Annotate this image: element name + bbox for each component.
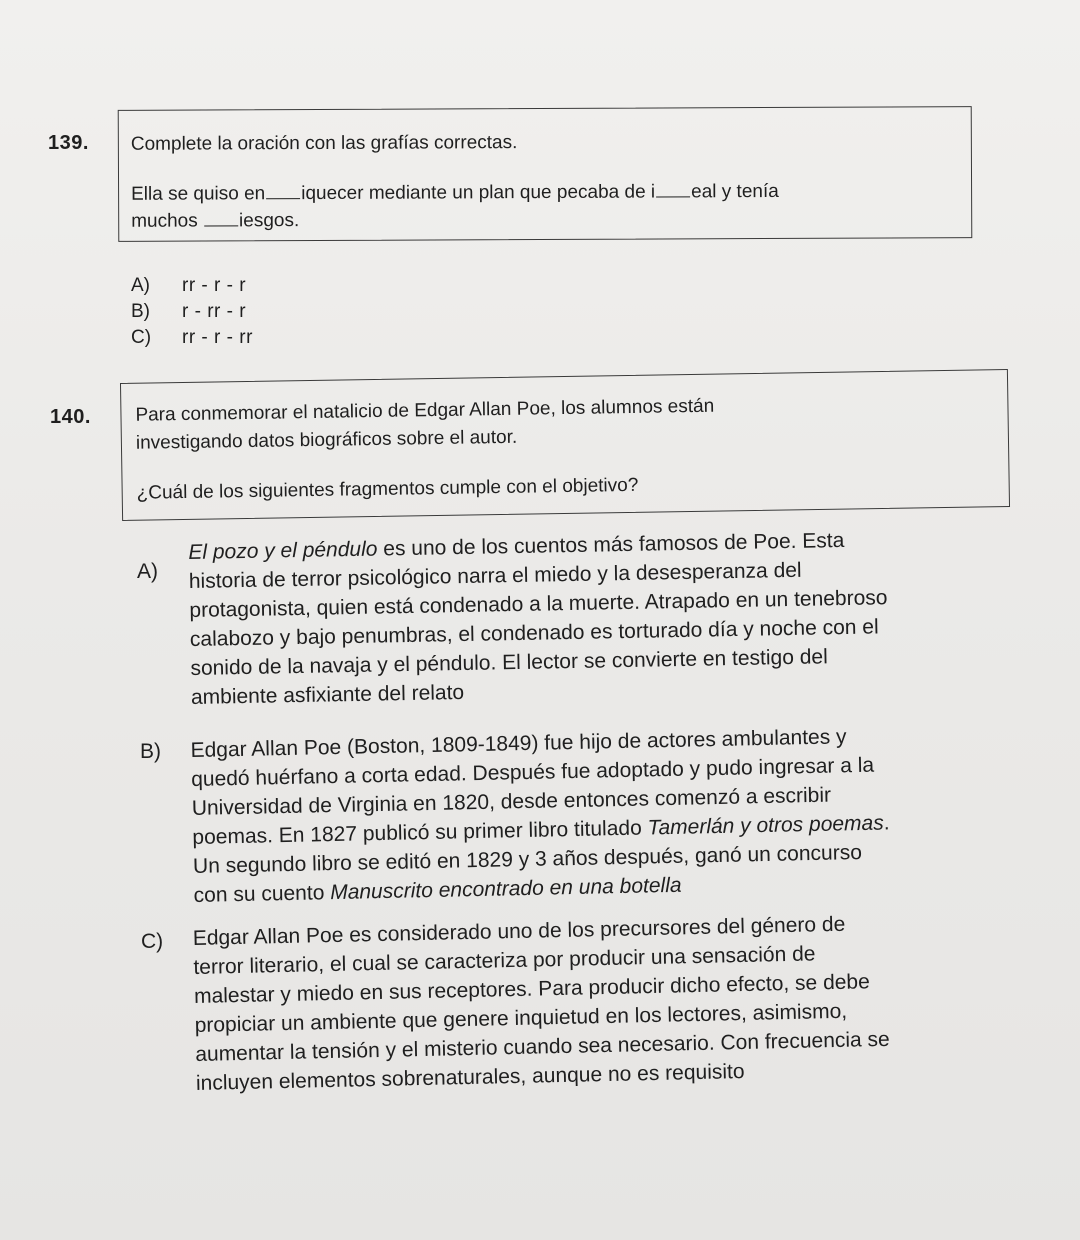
option-a-line3: protagonista, quien está condenado a la muerte. Atrapado en un tenebroso [189, 586, 888, 622]
sentence-part-5: iesgos. [238, 210, 300, 232]
option-value: rr - r - r [182, 275, 247, 296]
option-letter: C) [131, 327, 152, 348]
option-a-line2: historia de terror psicológico narra el miedo y la desesperanza del [188, 558, 802, 593]
option-b-line1: Edgar Allan Poe (Boston, 1809-1849) fue hijo de actores ambulantes y [190, 725, 847, 762]
option-b-line5: Un segundo libro se editó en 1829 y 3 años después, ganó un concurso [192, 840, 863, 878]
option-c-line3: malestar y miedo en sus receptores. Para producir dicho efecto, se debe [193, 970, 871, 1008]
question-139-number: 139. [48, 132, 89, 154]
option-a-line1: El pozo y el péndulo es uno de los cuentos más famosos de Poe. Esta [188, 528, 845, 564]
option-c-line4: propiciar un ambiente que genere inquietud en los lectores, asimismo, [194, 999, 848, 1037]
option-letter: A) [131, 275, 150, 296]
option-c-line2: terror literario, el cual se caracteriza por producir una sensación de [193, 942, 816, 979]
question-139-sentence-line1 [131, 182, 779, 204]
question-140-number: 140. [50, 406, 91, 428]
question-139-box [118, 106, 973, 242]
option-value: r - rr - r [182, 301, 247, 322]
option-b-line4: poemas. En 1827 publicó su primer libro titulado Tamerlán y otros poemas. [192, 811, 890, 849]
sentence-part-4: muchos [131, 210, 198, 232]
option-c-line1: Edgar Allan Poe es considerado uno de los precursores del género de [192, 912, 846, 950]
option-a-line4: calabozo y bajo penumbras, el condenado es torturado día y noche con el [189, 615, 879, 651]
book-title: Tamerlán y otros poemas [647, 811, 884, 840]
sentence-part-2: iquecer mediante un plan que pecaba de i [301, 181, 656, 205]
question-140-context-line2: investigando datos biográficos sobre el autor. [135, 426, 518, 454]
blank-1 [266, 198, 300, 199]
option-c-line6: incluyen elementos sobrenaturales, aunque no es requisito [195, 1059, 745, 1095]
option-b-line3: Universidad de Virginia en 1820, desde entonces comenzó a escribir [191, 783, 832, 820]
question-140-question: ¿Cuál de los siguientes fragmentos cumple con el objetivo? [136, 474, 639, 504]
option-letter: B) [131, 301, 150, 322]
option-a-line6: ambiente asfixiante del relato [190, 680, 465, 709]
option-b-line2: quedó huérfano a corta edad. Después fue adoptado y pudo ingresar a la [190, 753, 875, 791]
option-b-line6: con su cuento Manuscrito encontrado en una botella [193, 873, 682, 907]
option-value: rr - r - rr [182, 327, 253, 348]
question-139-sentence-line2 [131, 211, 299, 231]
question-140-context-line1: Para conmemorar el natalicio de Edgar Allan Poe, los alumnos están [135, 395, 715, 426]
sentence-part-1: Ella se quiso en [131, 183, 266, 205]
option-c-line5: aumentar la tensión y el misterio cuando sea necesario. Con frecuencia se [195, 1027, 890, 1066]
story-title: Manuscrito encontrado en una botella [329, 873, 682, 905]
blank-2 [656, 196, 690, 197]
question-140-box [120, 369, 1010, 521]
blank-3 [204, 225, 238, 226]
option-letter: C) [141, 930, 164, 953]
sentence-part-3: eal y tenía [691, 180, 779, 203]
question-139-instruction: Complete la oración con las grafías correctas. [130, 132, 518, 155]
option-a-line5: sonido de la navaja y el péndulo. El lector se convierte en testigo del [190, 645, 828, 680]
option-letter: A) [137, 560, 158, 583]
option-a-title: El pozo y el péndulo [188, 537, 378, 564]
option-letter: B) [140, 740, 161, 763]
